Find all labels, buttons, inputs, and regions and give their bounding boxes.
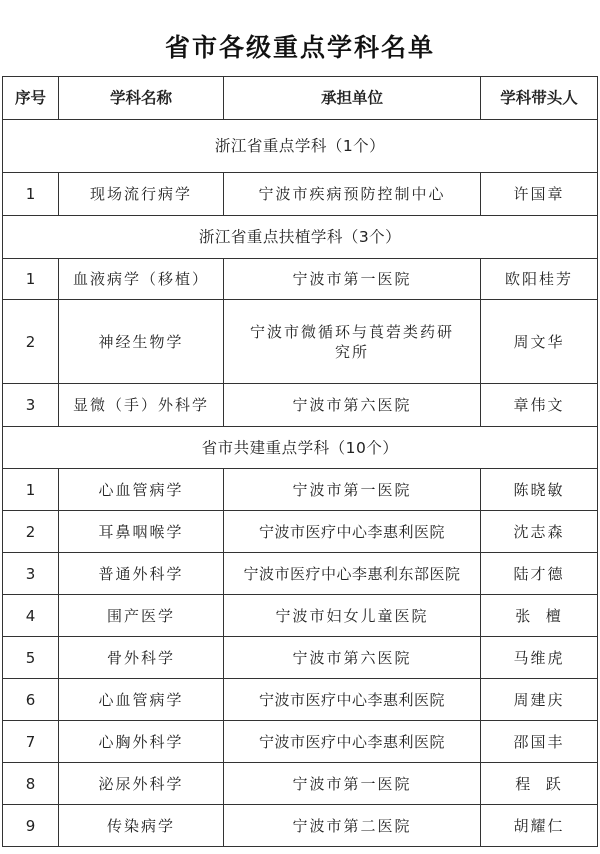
table-row bbox=[3, 763, 598, 805]
row-subject: 心胸外科学 bbox=[59, 721, 224, 763]
table-row bbox=[3, 637, 598, 679]
row-unit: 宁波市疾病预防控制中心 bbox=[224, 173, 481, 216]
table-header-row bbox=[3, 77, 598, 120]
table-row bbox=[3, 595, 598, 637]
table-row bbox=[3, 173, 598, 216]
table-row bbox=[3, 469, 598, 511]
row-subject: 传染病学 bbox=[59, 805, 224, 847]
row-unit: 宁波市医疗中心李惠利医院 bbox=[224, 721, 481, 763]
row-no: 2 bbox=[3, 300, 59, 384]
row-unit: 宁波市第六医院 bbox=[224, 384, 481, 427]
col-header-leader: 学科带头人 bbox=[481, 77, 598, 120]
row-leader: 张 檀 bbox=[481, 595, 598, 637]
row-leader: 马维虎 bbox=[481, 637, 598, 679]
row-subject: 心血管病学 bbox=[59, 469, 224, 511]
row-unit: 宁波市第一医院 bbox=[224, 763, 481, 805]
row-subject: 心血管病学 bbox=[59, 679, 224, 721]
table-row bbox=[3, 511, 598, 553]
row-unit bbox=[224, 300, 481, 384]
table-row bbox=[3, 721, 598, 763]
col-header-unit: 承担单位 bbox=[224, 77, 481, 120]
section-heading: 浙江省重点学科（1个） bbox=[3, 120, 598, 173]
row-unit-line: 宁波市微循环与莨菪类药研 bbox=[249, 322, 454, 341]
row-no: 1 bbox=[3, 469, 59, 511]
row-unit: 宁波市医疗中心李惠利医院 bbox=[224, 679, 481, 721]
row-leader: 章伟文 bbox=[481, 384, 598, 427]
discipline-table bbox=[2, 76, 598, 847]
row-subject: 泌尿外科学 bbox=[59, 763, 224, 805]
row-no: 1 bbox=[3, 173, 59, 216]
row-leader: 欧阳桂芳 bbox=[481, 259, 598, 300]
row-subject: 现场流行病学 bbox=[59, 173, 224, 216]
row-unit: 宁波市医疗中心李惠利东部医院 bbox=[224, 553, 481, 595]
row-no: 5 bbox=[3, 637, 59, 679]
table-row bbox=[3, 553, 598, 595]
table-row bbox=[3, 679, 598, 721]
table-row bbox=[3, 805, 598, 847]
row-subject: 骨外科学 bbox=[59, 637, 224, 679]
col-header-no: 序号 bbox=[3, 77, 59, 120]
row-no: 3 bbox=[3, 384, 59, 427]
row-no: 8 bbox=[3, 763, 59, 805]
section-heading-row bbox=[3, 427, 598, 469]
row-no: 7 bbox=[3, 721, 59, 763]
section-heading-row bbox=[3, 120, 598, 173]
row-subject: 普通外科学 bbox=[59, 553, 224, 595]
row-unit-line: 究所 bbox=[334, 342, 369, 361]
table-row bbox=[3, 259, 598, 300]
row-leader: 许国章 bbox=[481, 173, 598, 216]
row-leader: 沈志森 bbox=[481, 511, 598, 553]
row-no: 9 bbox=[3, 805, 59, 847]
table-row bbox=[3, 384, 598, 427]
col-header-subject: 学科名称 bbox=[59, 77, 224, 120]
row-leader: 陈晓敏 bbox=[481, 469, 598, 511]
row-leader: 程 跃 bbox=[481, 763, 598, 805]
row-no: 6 bbox=[3, 679, 59, 721]
row-leader: 胡耀仁 bbox=[481, 805, 598, 847]
row-leader: 周建庆 bbox=[481, 679, 598, 721]
row-leader: 陆才德 bbox=[481, 553, 598, 595]
row-leader: 邵国丰 bbox=[481, 721, 598, 763]
row-subject: 围产医学 bbox=[59, 595, 224, 637]
section-heading-row bbox=[3, 216, 598, 259]
row-subject: 显微（手）外科学 bbox=[59, 384, 224, 427]
row-subject: 耳鼻咽喉学 bbox=[59, 511, 224, 553]
row-unit: 宁波市第一医院 bbox=[224, 259, 481, 300]
row-unit: 宁波市第六医院 bbox=[224, 637, 481, 679]
table-row bbox=[3, 300, 598, 384]
section-heading: 省市共建重点学科（10个） bbox=[3, 427, 598, 469]
row-no: 4 bbox=[3, 595, 59, 637]
section-heading: 浙江省重点扶植学科（3个） bbox=[3, 216, 598, 259]
row-no: 3 bbox=[3, 553, 59, 595]
row-unit: 宁波市医疗中心李惠利医院 bbox=[224, 511, 481, 553]
page-title: 省市各级重点学科名单 bbox=[164, 33, 435, 62]
row-no: 1 bbox=[3, 259, 59, 300]
row-unit: 宁波市第一医院 bbox=[224, 469, 481, 511]
row-subject: 血液病学（移植） bbox=[59, 259, 224, 300]
row-unit: 宁波市第二医院 bbox=[224, 805, 481, 847]
row-subject: 神经生物学 bbox=[59, 300, 224, 384]
row-unit: 宁波市妇女儿童医院 bbox=[224, 595, 481, 637]
row-leader: 周文华 bbox=[481, 300, 598, 384]
row-no: 2 bbox=[3, 511, 59, 553]
